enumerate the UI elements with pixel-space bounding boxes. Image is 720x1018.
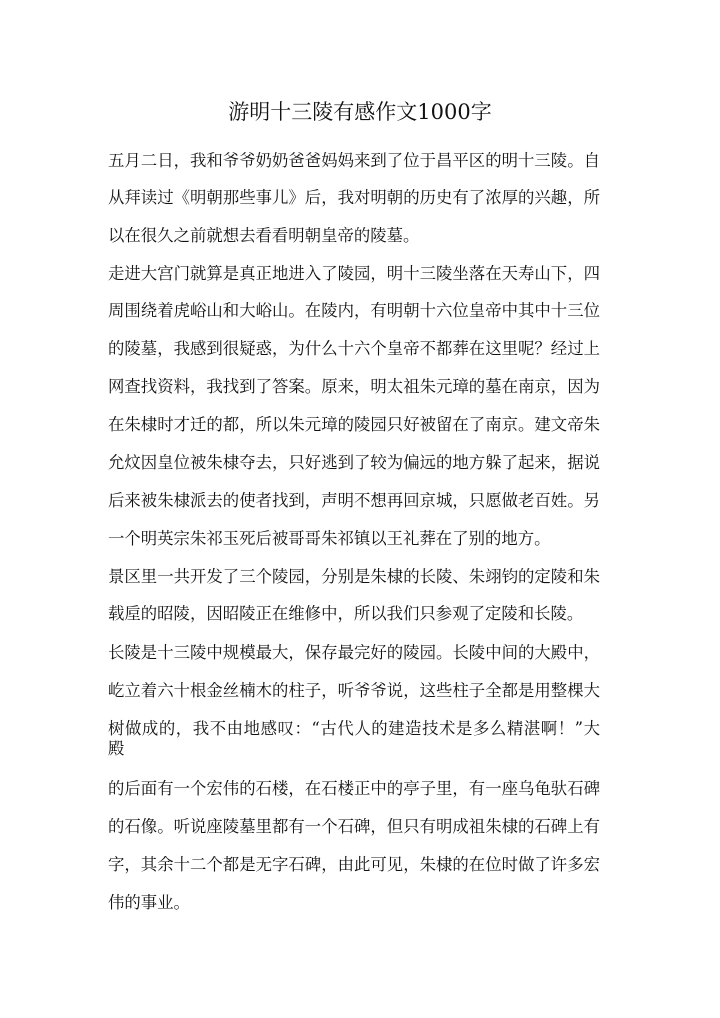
text-line: 走进大宫门就算是真正地进入了陵园，明十三陵坐落在天寿山下，四 <box>108 264 600 283</box>
text-line: 长陵是十三陵中规模最大，保存最完好的陵园。长陵中间的大殿中， <box>108 643 600 662</box>
text-line: 五月二日，我和爷爷奶奶爸爸妈妈来到了位于昌平区的明十三陵。自 <box>108 151 600 170</box>
text-line: 的陵墓，我感到很疑惑，为什么十六个皇帝不都葬在这里呢？经过上 <box>108 339 600 358</box>
text-line: 后来被朱棣派去的使者找到，声明不想再回京城，只愿做老百姓。另 <box>108 491 600 510</box>
text-line: 的石像。听说座陵墓里都有一个石碑，但只有明成祖朱棣的石碑上有 <box>108 817 600 836</box>
text-line: 字，其余十二个都是无字石碑，由此可见，朱棣的在位时做了许多宏 <box>108 855 600 874</box>
text-line: 伟的事业。 <box>108 893 190 912</box>
text-line: 以在很久之前就想去看看明朝皇帝的陵墓。 <box>108 226 420 245</box>
text-line: 允炆因皇位被朱棣夺去，只好逃到了较为偏远的地方躲了起来，据说 <box>108 453 600 472</box>
text-line: 网查找资料，我找到了答案。原来，明太祖朱元璋的墓在南京，因为 <box>108 377 600 396</box>
text-line: 在朱棣时才迁的都，所以朱元璋的陵园只好被留在了南京。建文帝朱 <box>108 415 600 434</box>
text-line: 载垕的昭陵，因昭陵正在维修中，所以我们只参观了定陵和长陵。 <box>108 604 584 623</box>
text-line: 一个明英宗朱祁玉死后被哥哥朱祁镇以王礼葬在了别的地方。 <box>108 529 551 548</box>
text-line: 的后面有一个宏伟的石楼，在石楼正中的亭子里，有一座乌龟驮石碑 <box>108 779 600 798</box>
text-line: 周围绕着虎峪山和大峪山。在陵内，有明朝十六位皇帝中其中十三位 <box>108 301 600 320</box>
text-line: 从拜读过《明朝那些事儿》后，我对明朝的历史有了浓厚的兴趣，所 <box>108 188 600 207</box>
text-line: 屹立着六十根金丝楠木的柱子，听爷爷说，这些柱子全都是用整棵大 <box>108 681 600 700</box>
document-title: 游明十三陵有感作文1000字 <box>228 100 492 124</box>
text-line: 树做成的，我不由地感叹：“古代人的建造技术是多么精湛啊！”大 <box>108 719 600 738</box>
text-line: 景区里一共开发了三个陵园，分别是朱棣的长陵、朱翊钧的定陵和朱 <box>108 567 600 586</box>
text-line: 殿 <box>108 739 125 758</box>
